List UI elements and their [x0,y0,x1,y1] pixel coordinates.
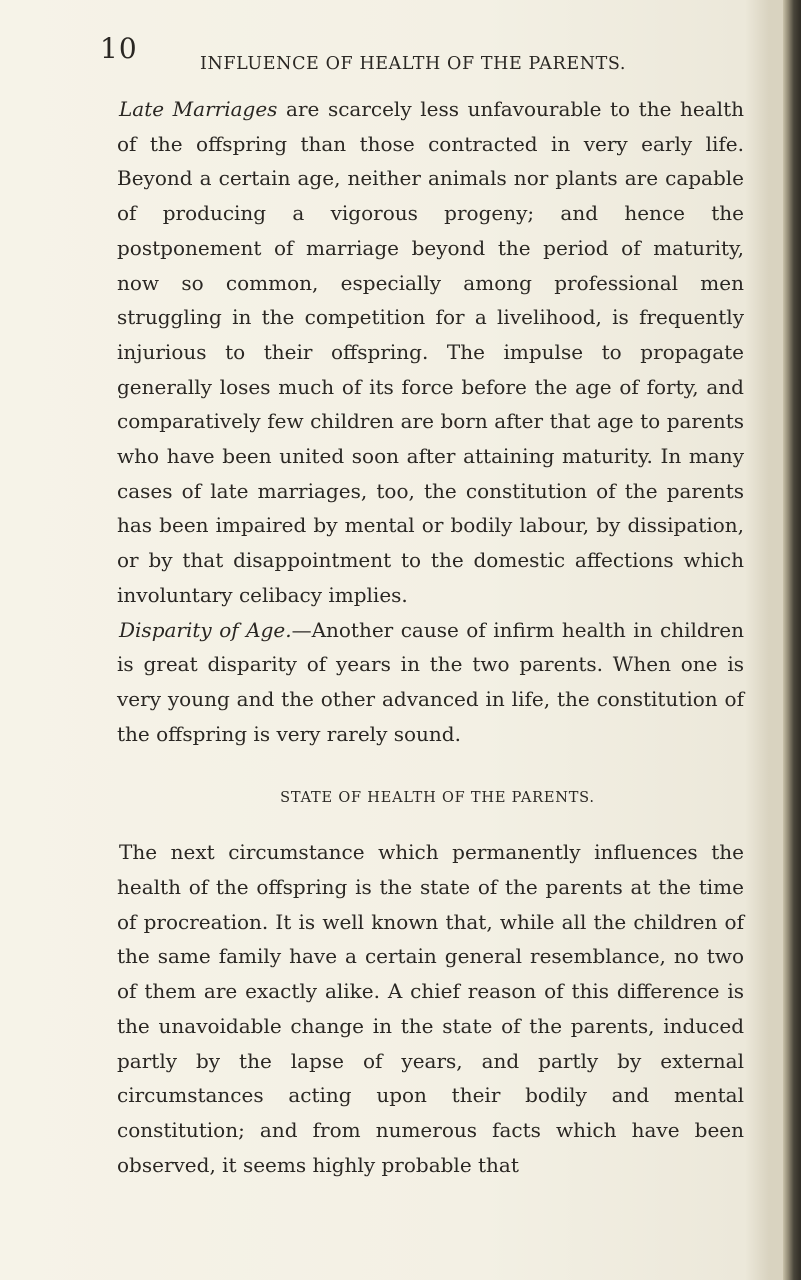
page-header [100,32,740,72]
paragraph-disparity-of-age [117,613,744,752]
body-text [117,92,744,1182]
binding-edge [783,0,801,1280]
paragraph-state-of-health [117,835,744,1182]
running-head: INFLUENCE OF HEALTH OF THE PARENTS. [200,54,627,74]
paragraph-late-marriages-text: are scarcely less unfavourable to the health of the offspring than those contracted in very early life. Beyond a certain age, neither animals nor plants are capable of producing a vigorous progeny; and hence the postponement of marriage beyond the period of maturity, now so common, especially among professional men struggling in the competition for a livelihood, is frequently injurious to their offspring. The impulse to propagate generally loses much of its force before the age of forty, and comparatively few children are born after that age to parents who have been united soon after attaining maturity. In many cases of late marriages, too, the constitution of the parents has been impaired by mental or bodily labour, by dissipation, or by that disappointment to the domestic affections which involuntary celibacy implies. [117,97,744,607]
lead-late-marriages: Late Marriages [119,97,278,121]
section-heading: STATE OF HEALTH OF THE PARENTS. [280,790,595,807]
page-number: 10 [100,32,138,65]
paragraph-disparity-of-age-text: —Another cause of infirm health in children is great disparity of years in the two parents. When one is very young and the other advanced in life, the constitution of the offspring is very rarely sound. [117,617,745,746]
paragraph-late-marriages [117,92,744,613]
lead-disparity-of-age: Disparity of Age. [119,617,292,642]
paragraph-state-of-health-text: The next circumstance which permanently influences the health of the offspring is the state of the parents at the time of procreation. It is well known that, while all the children of the same family have a certain general resemblance, no two of them are exactly alike. A chief reason of this difference is the unavoidable change in the state of the parents, induced partly by the lapse of years, and partly by external circumstances acting upon their bodily and mental constitution; and from numerous facts which have been observed, it seems highly probable that [117,840,744,1177]
